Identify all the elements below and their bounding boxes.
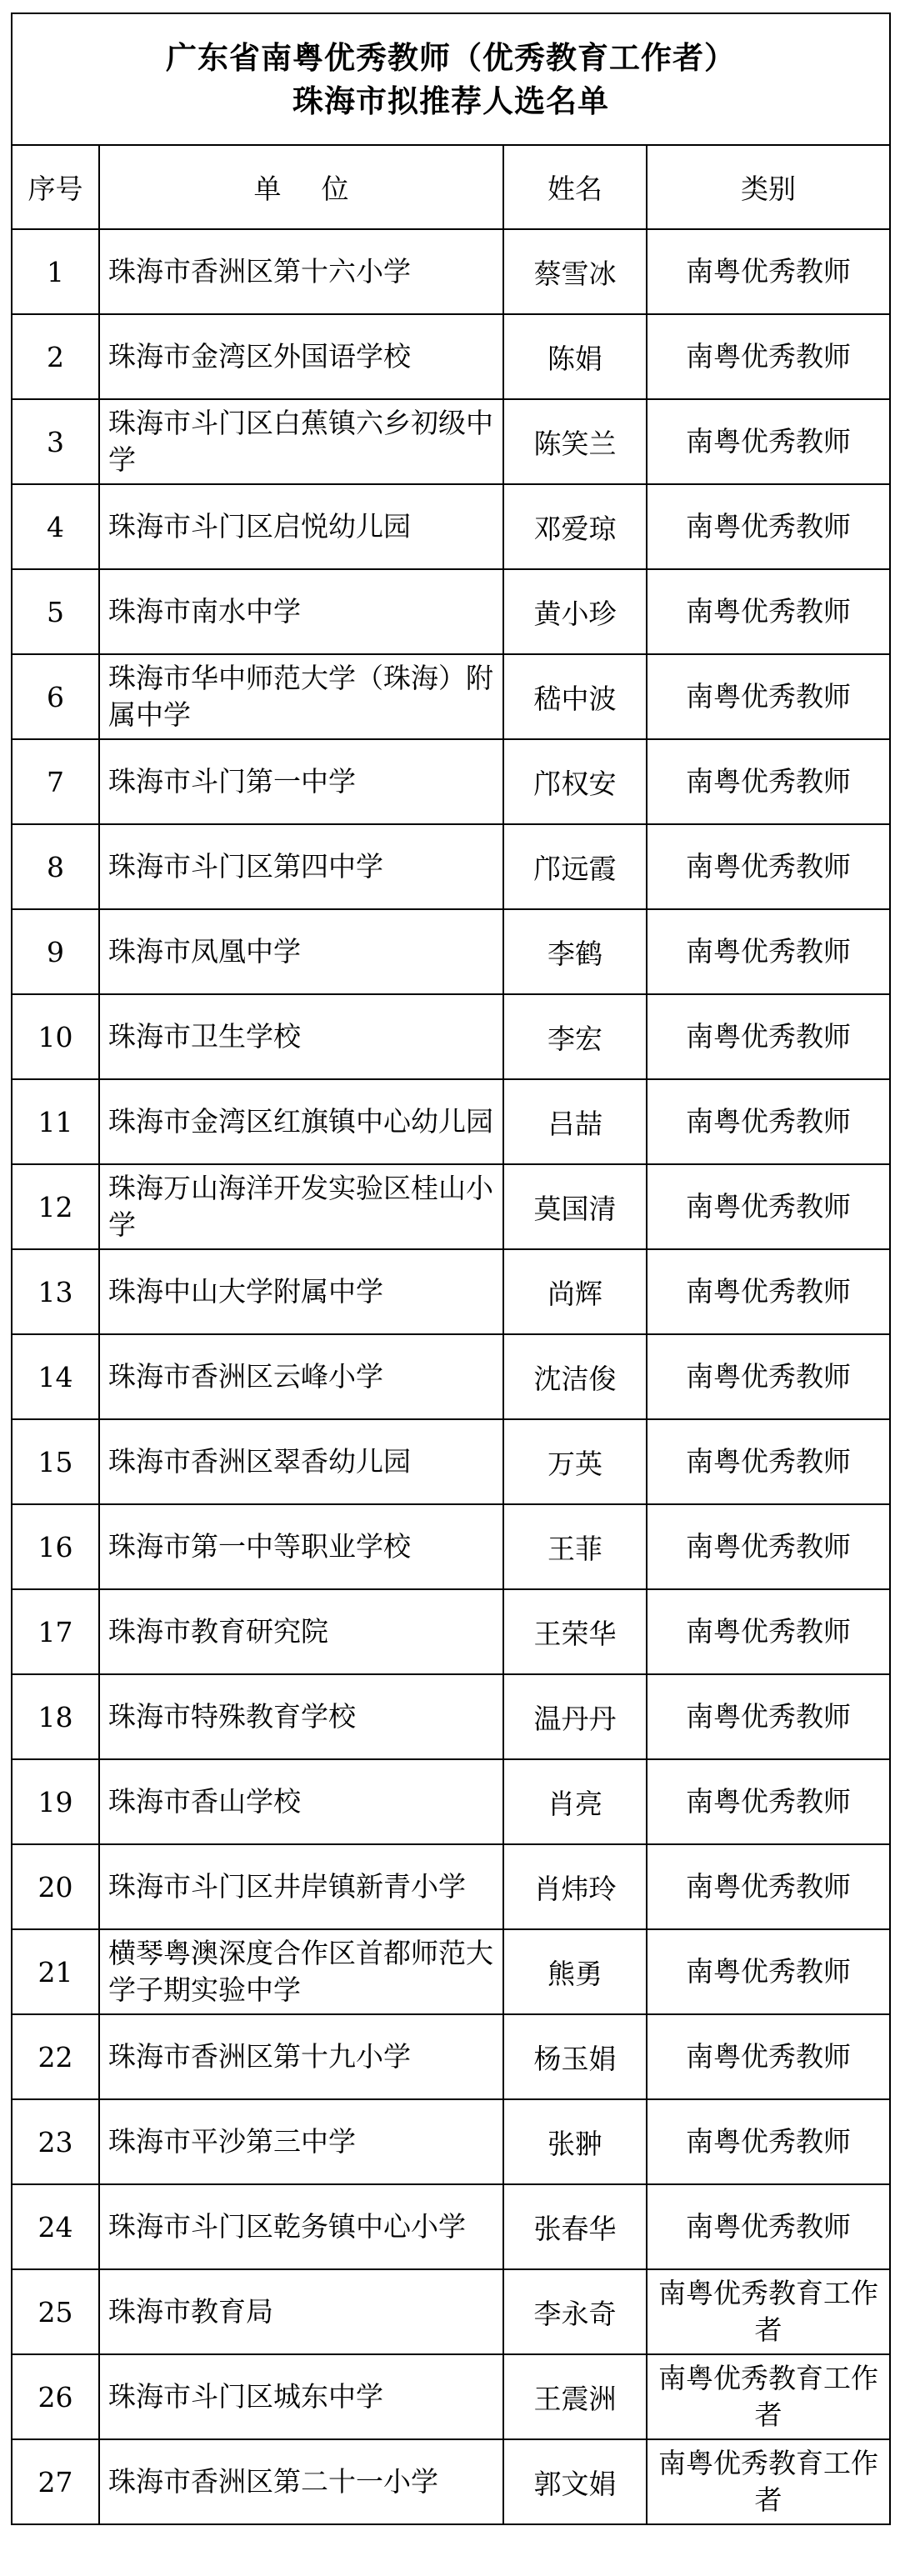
table-row [12, 1674, 890, 1759]
row-number: 17 [12, 1589, 99, 1674]
row-name: 嵇中波 [503, 654, 647, 739]
row-unit: 珠海市斗门第一中学 [108, 765, 356, 798]
header-unit-label: 单位 [253, 173, 389, 205]
row-unit: 珠海市香洲区第十六小学 [108, 255, 411, 288]
row-unit-cell [99, 2354, 503, 2439]
row-name: 王菲 [503, 1504, 647, 1589]
row-unit: 珠海中山大学附属中学 [108, 1275, 383, 1308]
row-number: 2 [12, 314, 99, 399]
table-row [12, 994, 890, 1079]
table-row [12, 1844, 890, 1929]
row-name: 邝权安 [503, 739, 647, 824]
row-category-cell [647, 1929, 890, 2014]
row-category-cell [647, 909, 890, 994]
row-unit-cell [99, 1929, 503, 2014]
row-name: 邓爱琼 [503, 484, 647, 569]
row-name: 郭文娟 [503, 2439, 647, 2524]
table-row [12, 824, 890, 909]
row-category: 南粤优秀教育工作者 [658, 2362, 878, 2431]
row-category: 南粤优秀教师 [686, 1445, 851, 1478]
row-unit-cell [99, 1419, 503, 1504]
row-category-cell [647, 484, 890, 569]
row-name: 王震洲 [503, 2354, 647, 2439]
row-number: 1 [12, 229, 99, 314]
table-row [12, 909, 890, 994]
row-unit-cell [99, 654, 503, 739]
header-row [12, 145, 890, 229]
table-row [12, 1759, 890, 1844]
row-unit: 珠海市卫生学校 [108, 1020, 301, 1053]
row-category: 南粤优秀教师 [686, 340, 851, 373]
row-category: 南粤优秀教师 [686, 680, 851, 713]
table-row [12, 484, 890, 569]
table-row [12, 229, 890, 314]
row-unit-cell [99, 2439, 503, 2524]
header-category: 类别 [647, 145, 890, 229]
row-number: 4 [12, 484, 99, 569]
row-unit: 珠海市华中师范大学（珠海）附属中学 [108, 662, 493, 731]
row-unit-cell [99, 1249, 503, 1334]
row-name: 李宏 [503, 994, 647, 1079]
row-number: 22 [12, 2014, 99, 2099]
table-row [12, 654, 890, 739]
table-row [12, 1504, 890, 1589]
table-row [12, 1334, 890, 1419]
row-unit-cell [99, 1164, 503, 1249]
row-number: 18 [12, 1674, 99, 1759]
row-number: 14 [12, 1334, 99, 1419]
table-row [12, 1419, 890, 1504]
row-unit: 珠海万山海洋开发实验区桂山小学 [108, 1172, 493, 1241]
row-category-cell [647, 1674, 890, 1759]
row-number: 3 [12, 399, 99, 484]
row-unit: 珠海市斗门区井岸镇新青小学 [108, 1870, 466, 1903]
row-number: 19 [12, 1759, 99, 1844]
row-name: 肖亮 [503, 1759, 647, 1844]
title-line-2: 珠海市拟推荐人选名单 [292, 83, 609, 119]
row-unit-cell [99, 824, 503, 909]
row-category-cell [647, 2269, 890, 2354]
title-line-1: 广东省南粤优秀教师（优秀教育工作者） [166, 39, 736, 76]
row-unit-cell [99, 314, 503, 399]
row-unit: 珠海市斗门区乾务镇中心小学 [108, 2210, 466, 2243]
row-unit: 珠海市教育局 [108, 2295, 273, 2328]
header-num: 序号 [12, 145, 99, 229]
row-number: 20 [12, 1844, 99, 1929]
row-category-cell [647, 2184, 890, 2269]
row-number: 7 [12, 739, 99, 824]
row-name: 肖炜玲 [503, 1844, 647, 1929]
row-unit: 珠海市平沙第三中学 [108, 2125, 356, 2158]
row-name: 吕喆 [503, 1079, 647, 1164]
row-number: 25 [12, 2269, 99, 2354]
row-category-cell [647, 1164, 890, 1249]
row-category: 南粤优秀教师 [686, 1275, 851, 1308]
row-category: 南粤优秀教师 [686, 935, 851, 968]
row-unit: 珠海市香洲区翠香幼儿园 [108, 1445, 411, 1478]
row-category-cell [647, 1844, 890, 1929]
row-name: 陈娟 [503, 314, 647, 399]
table-row [12, 1929, 890, 2014]
row-category: 南粤优秀教师 [686, 1020, 851, 1053]
row-category: 南粤优秀教师 [686, 510, 851, 543]
row-number: 21 [12, 1929, 99, 2014]
row-category-cell [647, 1759, 890, 1844]
row-name: 杨玉娟 [503, 2014, 647, 2099]
row-category: 南粤优秀教师 [686, 2210, 851, 2243]
row-unit-cell [99, 1674, 503, 1759]
row-category: 南粤优秀教师 [686, 2040, 851, 2073]
table-row [12, 2439, 890, 2524]
table-row [12, 1164, 890, 1249]
row-unit: 珠海市斗门区白蕉镇六乡初级中学 [108, 407, 493, 476]
row-category-cell [647, 1249, 890, 1334]
row-number: 8 [12, 824, 99, 909]
row-category: 南粤优秀教师 [686, 2125, 851, 2158]
title-row [12, 13, 890, 145]
table-row [12, 2184, 890, 2269]
row-category-cell [647, 1504, 890, 1589]
row-name: 李鹤 [503, 909, 647, 994]
row-unit-cell [99, 399, 503, 484]
row-number: 5 [12, 569, 99, 654]
row-unit: 珠海市香山学校 [108, 1785, 301, 1818]
row-category-cell [647, 1589, 890, 1674]
row-name: 尚辉 [503, 1249, 647, 1334]
row-unit: 珠海市斗门区第四中学 [108, 850, 383, 883]
table-row [12, 739, 890, 824]
row-category-cell [647, 229, 890, 314]
row-name: 熊勇 [503, 1929, 647, 2014]
row-unit: 珠海市南水中学 [108, 595, 301, 628]
row-unit-cell [99, 994, 503, 1079]
row-unit-cell [99, 2014, 503, 2099]
row-unit: 珠海市金湾区红旗镇中心幼儿园 [108, 1105, 493, 1138]
row-category-cell [647, 569, 890, 654]
row-category-cell [647, 2354, 890, 2439]
row-unit: 横琴粤澳深度合作区首都师范大学子期实验中学 [108, 1937, 493, 2006]
row-category: 南粤优秀教师 [686, 1105, 851, 1138]
row-unit-cell [99, 1759, 503, 1844]
row-unit: 珠海市凤凰中学 [108, 935, 301, 968]
row-category: 南粤优秀教师 [686, 1700, 851, 1733]
table-row [12, 1249, 890, 1334]
row-name: 张翀 [503, 2099, 647, 2184]
row-category: 南粤优秀教师 [686, 595, 851, 628]
document-title [12, 13, 890, 145]
table-row [12, 1079, 890, 1164]
row-name: 莫国清 [503, 1164, 647, 1249]
row-number: 23 [12, 2099, 99, 2184]
row-number: 26 [12, 2354, 99, 2439]
row-category: 南粤优秀教师 [686, 1955, 851, 1988]
table-row [12, 569, 890, 654]
row-name: 张春华 [503, 2184, 647, 2269]
row-category-cell [647, 1079, 890, 1164]
row-unit: 珠海市特殊教育学校 [108, 1700, 356, 1733]
row-unit-cell [99, 1589, 503, 1674]
table-row [12, 2269, 890, 2354]
row-unit: 珠海市金湾区外国语学校 [108, 340, 411, 373]
row-name: 陈笑兰 [503, 399, 647, 484]
row-number: 27 [12, 2439, 99, 2524]
row-name: 温丹丹 [503, 1674, 647, 1759]
row-unit-cell [99, 739, 503, 824]
row-unit: 珠海市斗门区城东中学 [108, 2380, 383, 2413]
table-row [12, 1589, 890, 1674]
row-category: 南粤优秀教师 [686, 850, 851, 883]
table-body [12, 229, 890, 2524]
table-row [12, 399, 890, 484]
row-unit-cell [99, 2184, 503, 2269]
row-number: 11 [12, 1079, 99, 1164]
row-number: 9 [12, 909, 99, 994]
row-category-cell [647, 2014, 890, 2099]
candidate-table [11, 13, 891, 2525]
row-category-cell [647, 2439, 890, 2524]
row-unit-cell [99, 2269, 503, 2354]
row-category: 南粤优秀教师 [686, 1615, 851, 1648]
row-unit: 珠海市教育研究院 [108, 1615, 328, 1648]
row-category: 南粤优秀教师 [686, 1785, 851, 1818]
header-unit [99, 145, 503, 229]
row-name: 王荣华 [503, 1589, 647, 1674]
row-number: 10 [12, 994, 99, 1079]
row-unit-cell [99, 1504, 503, 1589]
row-name: 邝远霞 [503, 824, 647, 909]
row-unit-cell [99, 2099, 503, 2184]
row-unit-cell [99, 1844, 503, 1929]
row-unit: 珠海市斗门区启悦幼儿园 [108, 510, 411, 543]
row-category-cell [647, 1419, 890, 1504]
row-category-cell [647, 2099, 890, 2184]
row-category: 南粤优秀教师 [686, 1870, 851, 1903]
row-name: 蔡雪冰 [503, 229, 647, 314]
table-row [12, 2354, 890, 2439]
row-unit-cell [99, 229, 503, 314]
row-category-cell [647, 399, 890, 484]
row-category: 南粤优秀教师 [686, 765, 851, 798]
row-name: 万英 [503, 1419, 647, 1504]
row-category: 南粤优秀教育工作者 [658, 2447, 878, 2516]
table-row [12, 2014, 890, 2099]
row-category-cell [647, 739, 890, 824]
row-number: 13 [12, 1249, 99, 1334]
row-number: 16 [12, 1504, 99, 1589]
row-unit-cell [99, 569, 503, 654]
header-name: 姓名 [503, 145, 647, 229]
row-category: 南粤优秀教师 [686, 1530, 851, 1563]
row-name: 沈洁俊 [503, 1334, 647, 1419]
row-unit: 珠海市香洲区第二十一小学 [108, 2465, 438, 2498]
row-name: 李永奇 [503, 2269, 647, 2354]
row-unit: 珠海市香洲区第十九小学 [108, 2040, 411, 2073]
row-category-cell [647, 654, 890, 739]
row-number: 12 [12, 1164, 99, 1249]
table-row [12, 314, 890, 399]
row-number: 15 [12, 1419, 99, 1504]
row-unit-cell [99, 909, 503, 994]
table-row [12, 2099, 890, 2184]
row-category-cell [647, 994, 890, 1079]
row-category: 南粤优秀教师 [686, 255, 851, 288]
row-category: 南粤优秀教师 [686, 1190, 851, 1223]
row-unit-cell [99, 484, 503, 569]
row-category-cell [647, 1334, 890, 1419]
row-unit: 珠海市第一中等职业学校 [108, 1530, 411, 1563]
row-category: 南粤优秀教育工作者 [658, 2277, 878, 2346]
row-number: 24 [12, 2184, 99, 2269]
row-category-cell [647, 314, 890, 399]
row-category-cell [647, 824, 890, 909]
row-category: 南粤优秀教师 [686, 1360, 851, 1393]
row-name: 黄小珍 [503, 569, 647, 654]
row-unit-cell [99, 1334, 503, 1419]
row-unit-cell [99, 1079, 503, 1164]
row-unit: 珠海市香洲区云峰小学 [108, 1360, 383, 1393]
row-category: 南粤优秀教师 [686, 425, 851, 458]
row-number: 6 [12, 654, 99, 739]
